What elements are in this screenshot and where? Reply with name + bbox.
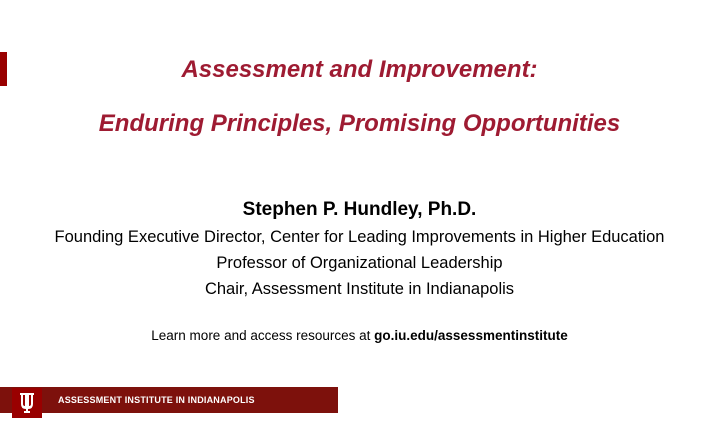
title-line-1: Assessment and Improvement: [181, 56, 538, 83]
resources-line [0, 326, 719, 346]
footer-bar [0, 387, 338, 413]
footer-label: ASSESSMENT INSTITUTE IN INDIANAPOLIS [58, 395, 255, 405]
iu-trident-glyph [17, 391, 37, 415]
iu-trident-logo-icon [12, 388, 42, 418]
presenter-role-2: Professor of Organizational Leadership [216, 254, 503, 272]
presenter-role-3: Chair, Assessment Institute in Indianapolis [204, 280, 515, 298]
presenter-name: Stephen P. Hundley, Ph.D. [242, 199, 477, 220]
resources-prefix: Learn more and access resources at [151, 328, 375, 343]
title-line-2: Enduring Principles, Promising Opportunities [98, 110, 621, 137]
resources-link[interactable]: go.iu.edu/assessmentinstitute [374, 328, 568, 343]
presenter-info [0, 196, 719, 302]
slide-title [0, 54, 719, 140]
presenter-role-1: Founding Executive Director, Center for Leading Improvements in Higher Education [54, 228, 665, 246]
